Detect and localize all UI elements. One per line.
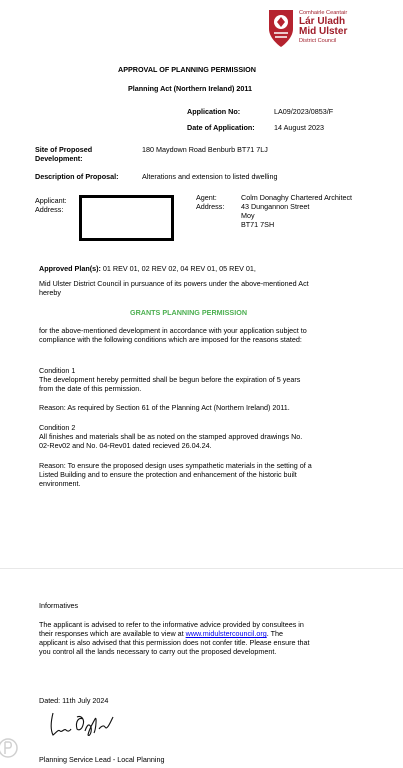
logo-council-name: Mid Ulster [299,26,348,37]
application-date-label: Date of Application: [187,123,255,132]
informatives-line1: The applicant is advised to refer to the informative advice provided by consultees in [39,620,304,629]
handwritten-signature [47,709,127,739]
logo-council-subtitle: District Council [299,38,337,44]
condition-2-reason-line1: Reason: To ensure the proposed design uses sympathetic materials in the setting of a [39,461,312,470]
site-label-line1: Site of Proposed [35,145,93,154]
application-date-value: 14 August 2023 [274,123,324,132]
intro-line1: for the above-mentioned development in accordance with your application subject to [39,326,307,335]
agent-address-line2: Moy [241,211,255,220]
condition-2-heading: Condition 2 [39,423,76,432]
condition-2-reason-line3: environment. [39,479,81,488]
applicant-address-label: Address: [35,205,64,214]
agent-label: Agent: [196,193,217,202]
condition-2-reason-line2: Listed Building and to ensure the protection and enhancement of the historic built [39,470,297,479]
council-statement-line1: Mid Ulster District Council in pursuance of its powers under the above-mentioned Act [39,279,309,288]
signatory-title: Planning Service Lead - Local Planning [39,755,165,764]
approved-plans-value: 01 REV 01, 02 REV 02, 04 REV 01, 05 REV 01, [100,264,256,273]
application-no-label: Application No: [187,107,241,116]
condition-2-line2: 02-Rev02 and No. 04-Rev01 dated recieved 26.04.24. [39,441,212,450]
description-value: Alterations and extension to listed dwelling [142,172,278,181]
page-divider [0,568,403,569]
approved-plans-line [39,265,256,274]
informatives-line2-post: . The [266,629,283,638]
watermark-logo-icon [0,728,20,768]
intro-line2: compliance with the following conditions which are imposed for the reasons stated: [39,335,302,344]
site-value: 180 Maydown Road Benburb BT71 7LJ [142,145,268,154]
council-website-link[interactable]: www.midulstercouncil.org [185,629,267,638]
informatives-line2-pre: their responses which are available to view at [39,629,186,638]
condition-1-line2: from the date of this permission. [39,384,142,393]
document-title: APPROVAL OF PLANNING PERMISSION [118,65,256,74]
council-logo [266,7,396,51]
agent-name: Colm Donaghy Chartered Architect [241,193,353,202]
application-no-value: LA09/2023/0853/F [274,107,334,116]
council-crest-icon [266,7,296,49]
condition-2-line1: All finishes and materials shall be as noted on the stamped approved drawings No. [39,432,303,441]
site-label-line2: Development: [35,154,83,163]
agent-address-line3: BT71 7SH [241,220,275,229]
grants-heading: GRANTS PLANNING PERMISSION [130,308,248,317]
act-title: Planning Act (Northern Ireland) 2011 [128,84,252,93]
logo-irish-label: Comhairle Ceantair [299,10,348,16]
agent-address-line1: 43 Dungannon Street [241,202,310,211]
council-statement-line2: hereby [39,288,61,297]
dated-line: Dated: 11th July 2024 [39,696,109,705]
condition-1-line1: The development hereby permitted shall be begun before the expiration of 5 years [39,375,301,384]
approved-plans-label: Approved Plan(s): [39,264,101,273]
agent-address-label: Address: [196,202,225,211]
condition-1-reason: Reason: As required by Section 61 of the Planning Act (Northern Ireland) 2011. [39,403,290,412]
informatives-line4: you control all the lands necessary to carry out the proposed development. [39,647,277,656]
informatives-heading: Informatives [39,601,79,610]
logo-ulster-scots-name: Lár Uladh [299,16,346,27]
description-label: Description of Proposal: [35,172,119,181]
condition-1-heading: Condition 1 [39,366,76,375]
informatives-line3: applicant is also advised that this permission does not confer title. Please ensure that [39,638,310,647]
redacted-applicant-box [79,195,174,241]
applicant-label: Applicant: [35,196,67,205]
